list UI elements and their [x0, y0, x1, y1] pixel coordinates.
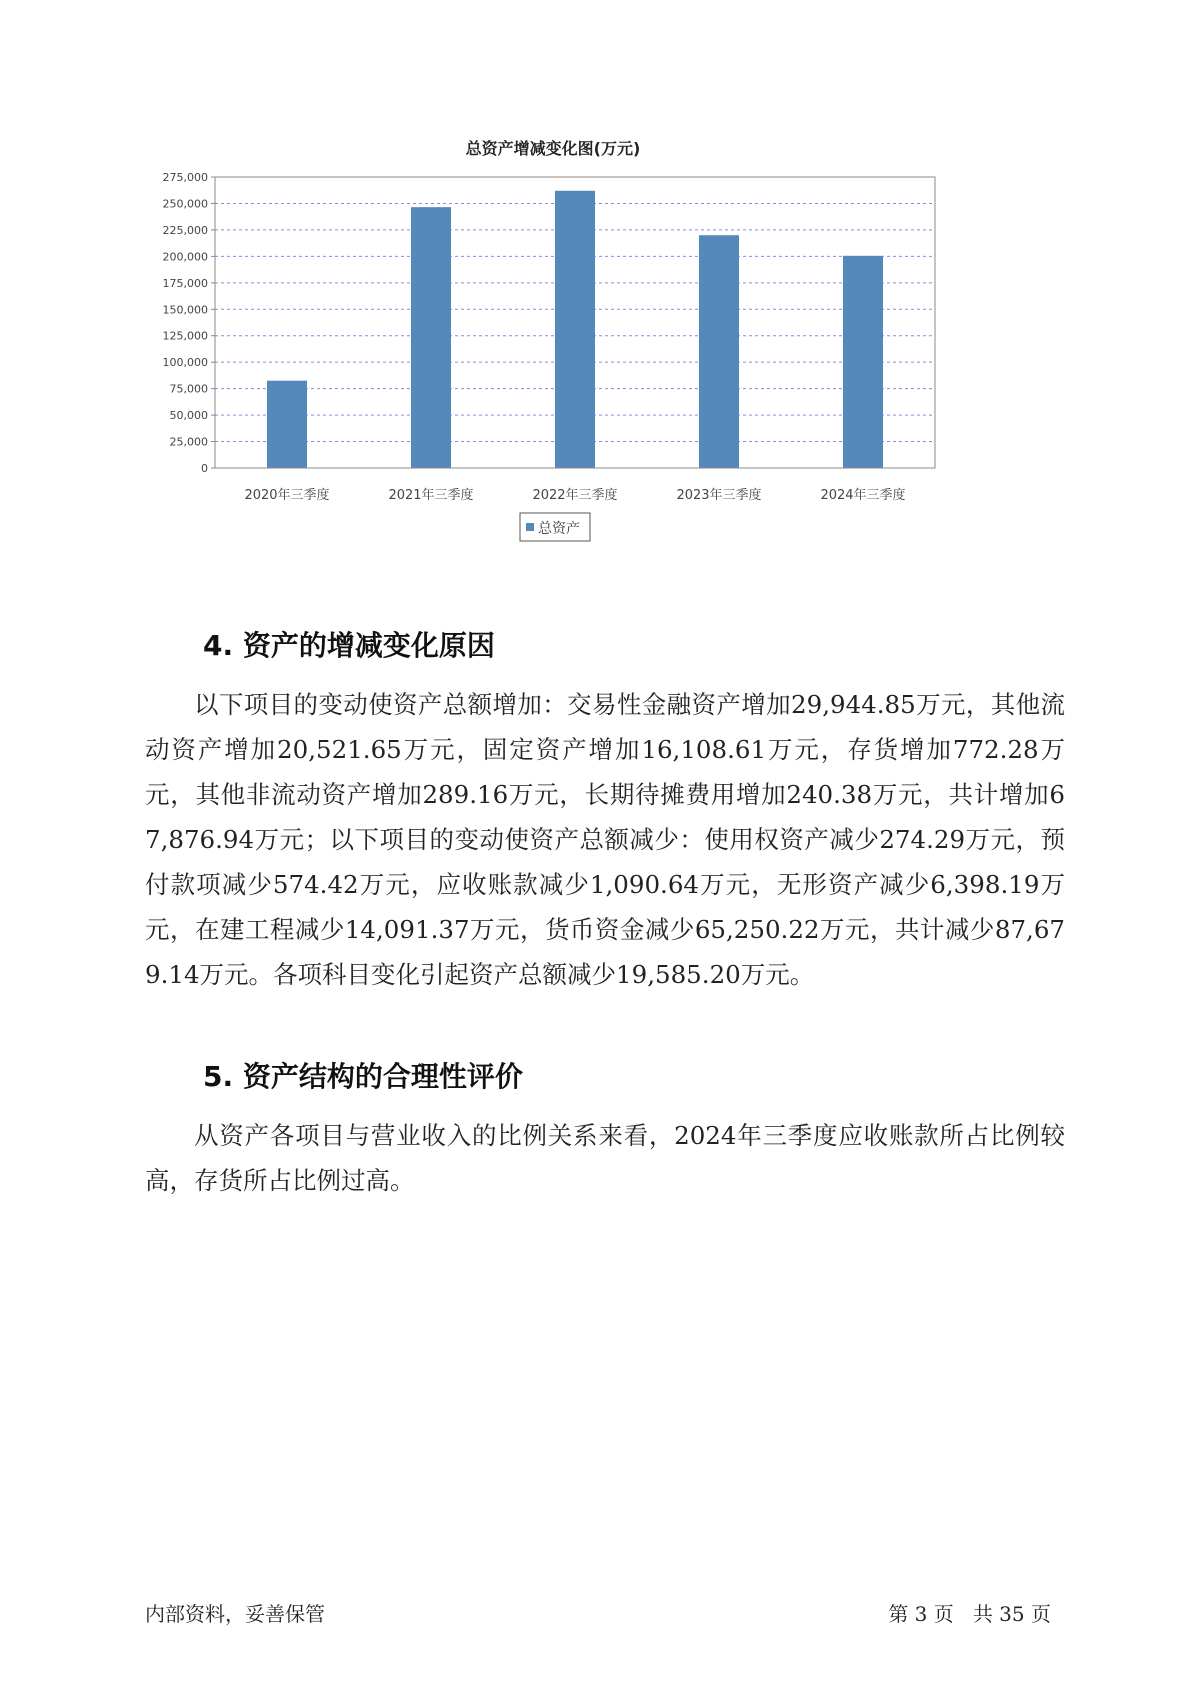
legend-label: 总资产 — [538, 521, 580, 537]
y-tick-label: 275,000 — [162, 171, 208, 184]
y-tick-label: 125,000 — [162, 329, 208, 343]
bar-total-assets — [699, 235, 739, 468]
y-tick-label: 225,000 — [162, 223, 208, 237]
x-tick-label: 2020年三季度 — [244, 488, 330, 503]
bar-total-assets — [267, 381, 307, 468]
x-tick-label: 2024年三季度 — [820, 488, 906, 503]
bar-total-assets — [411, 207, 451, 468]
x-tick-label: 2021年三季度 — [388, 488, 474, 503]
y-tick-label: 175,000 — [162, 276, 208, 290]
x-tick-label: 2022年三季度 — [532, 488, 618, 503]
y-tick-label: 75,000 — [169, 382, 208, 396]
bar-total-assets — [843, 256, 883, 468]
y-tick-label: 0 — [201, 462, 208, 475]
total-assets-bar-chart — [140, 140, 1040, 600]
section-heading-asset-change-reasons: 4. 资产的增减变化原因 — [203, 629, 495, 662]
y-tick-label: 200,000 — [162, 250, 208, 264]
x-tick-label: 2023年三季度 — [676, 488, 762, 503]
y-tick-label: 250,000 — [162, 197, 208, 211]
chart-legend — [520, 513, 590, 541]
bar-total-assets — [555, 191, 595, 468]
section-heading-asset-structure-evaluation: 5. 资产结构的合理性评价 — [203, 1060, 523, 1093]
y-tick-label: 50,000 — [169, 409, 208, 423]
legend-swatch — [526, 523, 534, 531]
footer-confidential-note: 内部资料，妥善保管 — [145, 1602, 325, 1626]
y-tick-label: 100,000 — [162, 356, 208, 370]
footer-page-number: 第 3 页 共 35 页 — [888, 1602, 1051, 1626]
asset-structure-evaluation-paragraph: 从资产各项目与营业收入的比例关系来看，2024年三季度应收账款所占比例较高，存货所占比例过高。 — [145, 1121, 1065, 1195]
asset-change-reasons-paragraph: 以下项目的变动使资产总额增加：交易性金融资产增加29,944.85万元，其他流动资产增加20,521.65万元，固定资产增加16,108.61万元，存货增加772.28万元，其他非流动资产增加289.16万元，长期待摊费用增加240.38万元，共计增加67,876.94万元；以下项目的变动使资产总额减少：使用权资产减少274.29万元，预付款项减少574.42万元，应收账款减少1,090.64万元，无形资产减少6,398.19万元，在建工程减少14,091.37万元，货币资金减少65,250.22万元，共计减少87,679.14万元。各项科目变化引起资产总额减少19,585.20万元。 — [145, 690, 1065, 989]
chart-title: 总资产增减变化图(万元) — [465, 140, 641, 158]
y-tick-label: 150,000 — [162, 303, 208, 317]
y-tick-label: 25,000 — [169, 435, 208, 449]
